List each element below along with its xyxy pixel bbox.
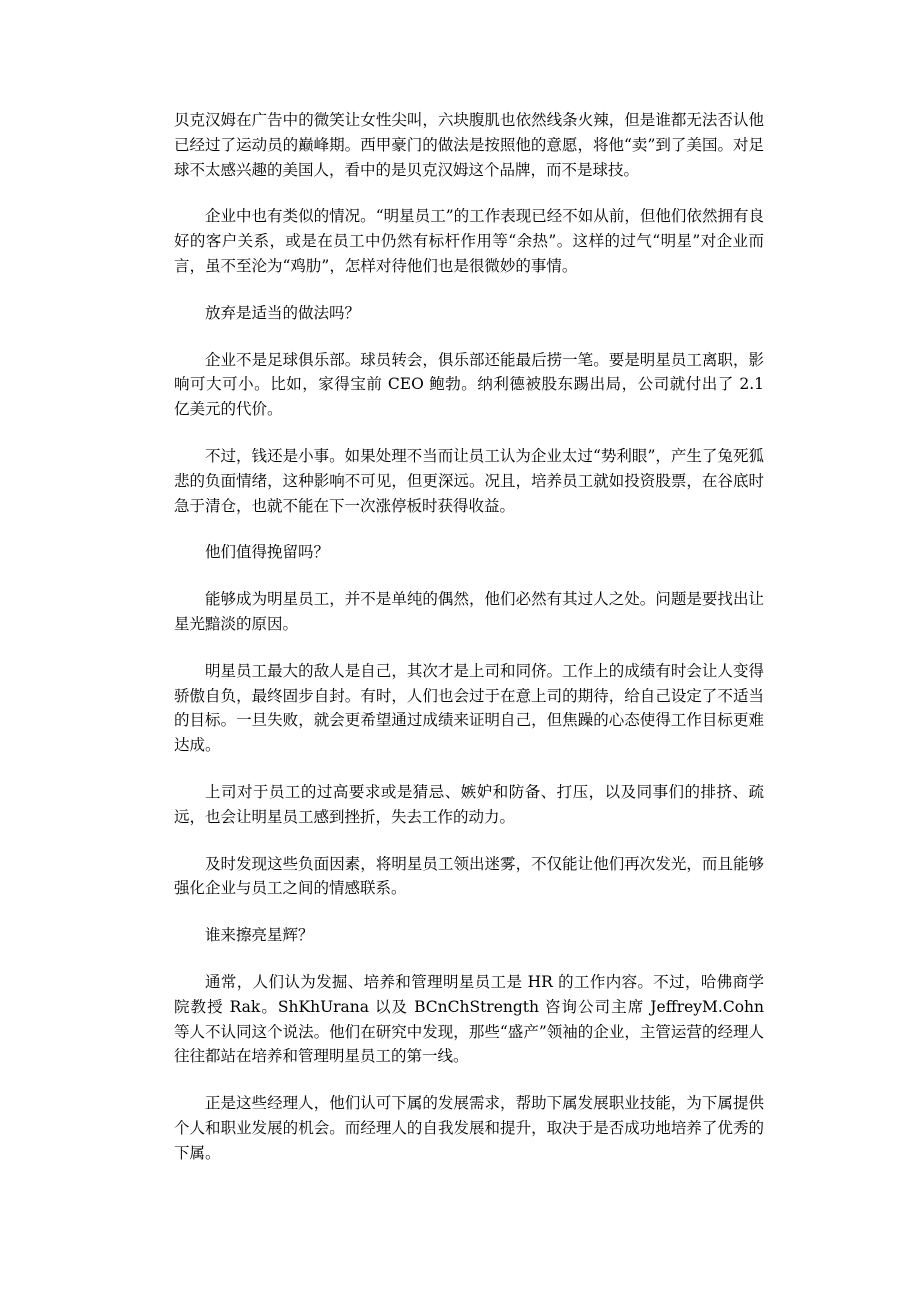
- document-body: [174, 108, 764, 1188]
- section-heading-give-up: 放弃是适当的做法吗？: [205, 303, 361, 322]
- paragraph-find-negatives: 及时发现这些负面因素，将明星员工领出迷雾，不仅能让他们再次发光，而且能够强化企业与员工之间的情感联系。: [174, 854, 764, 898]
- paragraph-managers: 正是这些经理人，他们认可下属的发展需求，帮助下属发展职业技能，为下属提供个人和职业发展的机会。而经理人的自我发展和提升，取决于是否成功地培养了优秀的下属。: [174, 1094, 764, 1162]
- paragraph-hr-role: 通常，人们认为发掘、培养和管理明星员工是 HR 的工作内容。不过，哈佛商学院教授 Rak。ShKhUrana 以及 BCnChStrength 咨询公司主席 JeffreyM.Cohn 等人不认同这个说法。他们在研究中发现，那些“盛产”领袖的企业，主管运营的经理人往往都站在培养和管理明星员工的第一线。: [174, 972, 764, 1066]
- paragraph-not-football-club: 企业不是足球俱乐部。球员转会，俱乐部还能最后捞一笔。要是明星员工离职，影响可大可小。比如，家得宝前 CEO 鲍勃。纳利德被股东踢出局，公司就付出了 2.1 亿美元的代价。: [174, 350, 764, 419]
- section-heading-worth-keeping: 他们值得挽留吗？: [205, 543, 330, 562]
- paragraph-biggest-enemy: 明星员工最大的敌人是自己，其次才是上司和同侪。工作上的成绩有时会让人变得骄傲自负，最终固步自封。有时，人们也会过于在意上司的期待，给自己设定了不适当的目标。一旦失败，就会更希望通过成绩来证明自己，但焦躁的心态使得工作目标更难达成。: [174, 661, 764, 755]
- paragraph-not-accidental: 能够成为明星员工，并不是单纯的偶然，他们必然有其过人之处。问题是要找出让星光黯淡的原因。: [174, 590, 764, 633]
- section-heading-who-polishes: 谁来擦亮星辉？: [205, 926, 314, 945]
- paragraph-star-employees: 企业中也有类似的情况。“明星员工”的工作表现已经不如从前，但他们依然拥有良好的客户关系，或是在员工中仍然有标杆作用等“余热”。这样的过气“明星”对企业而言，虽不至沦为“鸡肋”，怎样对待他们也是很微妙的事情。: [174, 207, 764, 275]
- paragraph-boss-demands: 上司对于员工的过高要求或是猜忌、嫉妒和防备、打压，以及同事们的排挤、疏远，也会让明星员工感到挫折，失去工作的动力。: [174, 782, 764, 826]
- paragraph-money-small-matter: 不过，钱还是小事。如果处理不当而让员工认为企业太过“势利眼”，产生了兔死狐悲的负面情绪，这种影响不可见，但更深远。况且，培养员工就如投资股票，在谷底时急于清仓，也就不能在下一次涨停板时获得收益。: [174, 446, 764, 515]
- paragraph-beckham-intro: 贝克汉姆在广告中的微笑让女性尖叫，六块腹肌也依然线条火辣，但是谁都无法否认他已经过了运动员的巅峰期。西甲豪门的做法是按照他的意愿，将他“卖”到了美国。对足球不太感兴趣的美国人，看中的是贝克汉姆这个品牌，而不是球技。: [174, 111, 764, 179]
